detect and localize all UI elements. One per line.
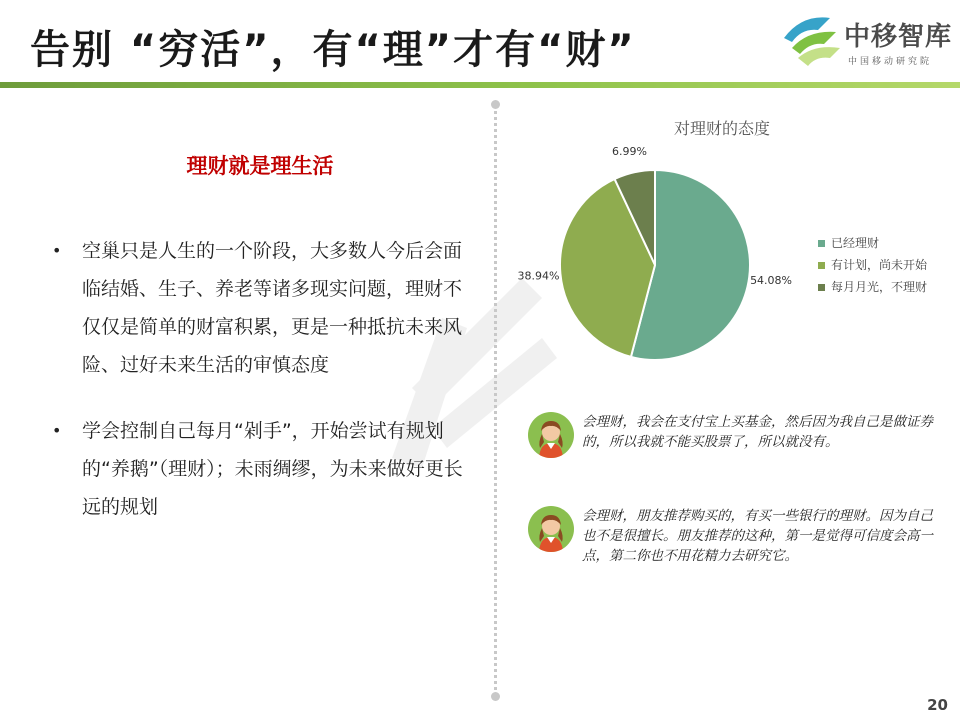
title-underline <box>0 82 960 88</box>
bullet-item <box>48 412 478 526</box>
avatar <box>528 412 574 458</box>
pie-data-label: 6.99% <box>612 144 647 158</box>
legend-label: 每月月光，不理财 <box>831 280 928 294</box>
legend-item <box>818 280 927 302</box>
section-subtitle: 理财就是理生活 <box>186 154 334 178</box>
logo-name: 中移智库 <box>844 22 953 52</box>
page-number: 20 <box>927 696 948 714</box>
legend-swatch <box>818 284 825 291</box>
bullet-dot: • <box>52 421 62 440</box>
logo-mark-icon <box>778 8 842 72</box>
legend-label: 已经理财 <box>831 236 880 250</box>
pie-data-label: 54.08% <box>750 273 793 287</box>
bullet-item <box>48 232 478 384</box>
legend-swatch <box>818 240 825 247</box>
logo <box>778 8 958 74</box>
person-icon <box>528 412 574 458</box>
column-divider <box>494 104 497 696</box>
divider-end-dot <box>491 692 500 701</box>
bullet-text: 学会控制自己每月“剁手”，开始尝试有规划的“养鹅”（理财）；未雨绸缪，为未来做好更长远的规划 <box>82 420 463 518</box>
bullet-text: 空巢只是人生的一个阶段，大多数人今后会面临结婚、生子、养老等诸多现实问题，理财不仅仅是简单的财富积累，更是一种抵抗未来风险、过好未来生活的审慎态度 <box>82 240 463 376</box>
bullet-list <box>48 232 478 554</box>
legend-item <box>818 236 927 258</box>
divider-end-dot <box>491 100 500 109</box>
legend-item <box>818 258 927 280</box>
page-title: 告别 “穷活”，有“理”才有“财” <box>30 27 636 73</box>
pie-data-label: 38.94% <box>517 269 560 283</box>
quote-text: 会理财，我会在支付宝上买基金，然后因为我自己是做证券的，所以我就不能买股票了，所以就没有。 <box>582 414 933 450</box>
avatar <box>528 506 574 552</box>
bullet-dot: • <box>52 241 62 260</box>
quote-text: 会理财，朋友推荐购买的，有买一些银行的理财。因为自己也不是很擅长。朋友推荐的这种，第一是觉得可信度会高一点，第二你也不用花精力去研究它。 <box>582 508 933 564</box>
logo-subtitle: 中国移动研究院 <box>848 57 933 67</box>
chart-title: 对理财的态度 <box>673 119 770 138</box>
pie-chart <box>517 144 800 380</box>
person-icon <box>528 506 574 552</box>
legend-label: 有计划，尚未开始 <box>831 258 928 272</box>
chart-legend <box>818 236 927 302</box>
legend-swatch <box>818 262 825 269</box>
